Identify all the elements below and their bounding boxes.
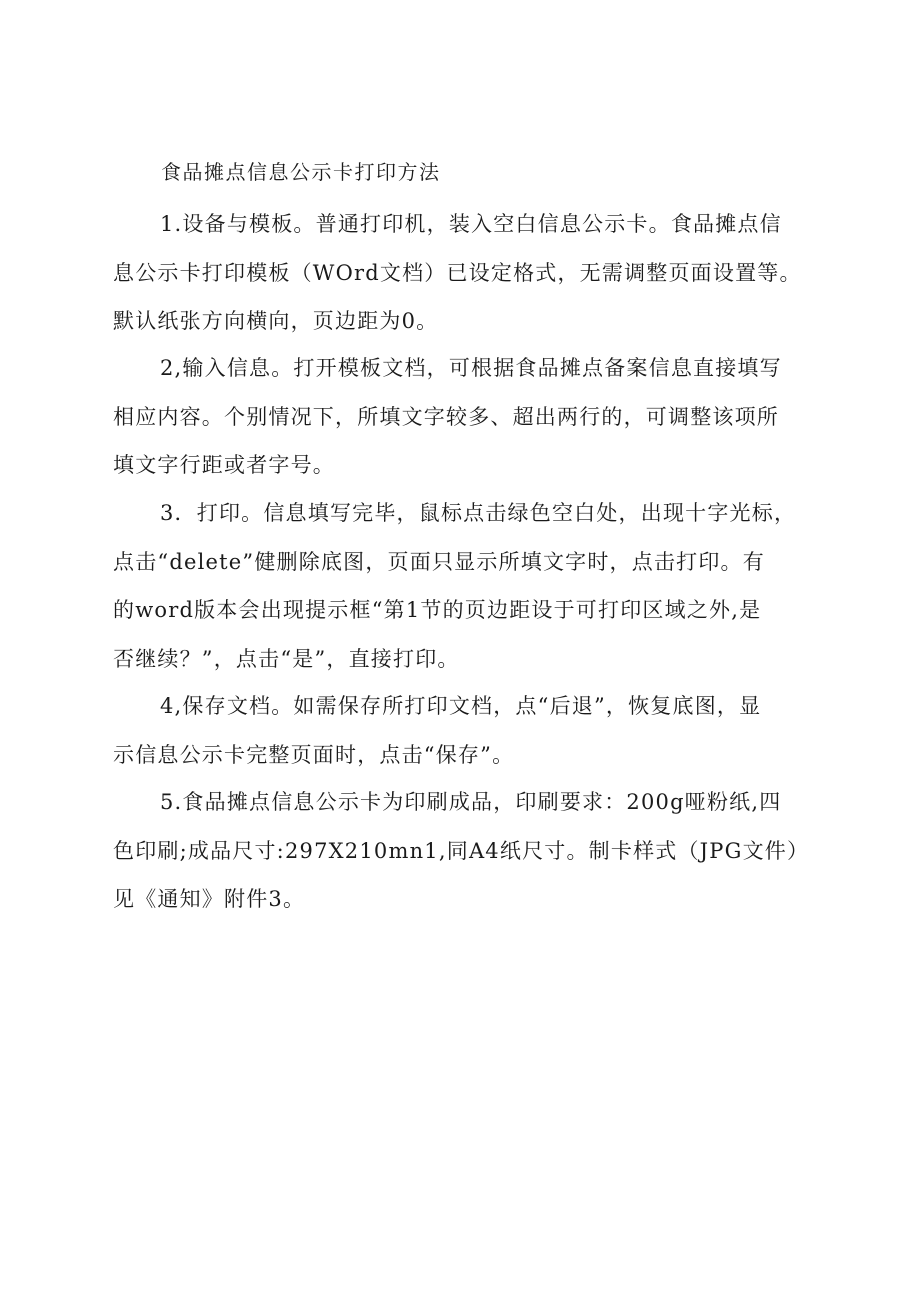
paragraph-line: 填文字行距或者字号。 [113, 453, 335, 477]
paragraph-line: 1.设备与模板。普通打印机，装入空白信息公示卡。食品摊点信 [160, 212, 782, 236]
paragraph-line: 默认纸张方向横向，页边距为0。 [113, 309, 439, 333]
paragraph-5 [113, 778, 809, 924]
paragraph-line: 点击“delete”健删除底图，页面只显示所填文字时，点击打印。有 [113, 549, 765, 574]
paragraph-3 [113, 489, 796, 683]
document-title: 食品摊点信息公示卡打印方法 [161, 160, 441, 184]
paragraph-line: 示信息公示卡完整页面时，点击“保存”。 [113, 742, 515, 767]
paragraph-line: 息公示卡打印模板（WOrd文档）已设定格式，无需调整页面设置等。 [113, 260, 802, 285]
paragraph-1 [113, 200, 802, 346]
paragraph-line: 4,保存文档。如需保存所打印文档，点“后退”，恢复底图，显 [160, 694, 762, 718]
paragraph-line: 的word版本会出现提示框“第1节的页边距设于可打印区域之外,是 [113, 598, 762, 622]
paragraph-2 [113, 344, 782, 490]
paragraph-line: 色印刷;成品尺寸:297X210mn1,同A4纸尺寸。制卡样式（JPG文件） [113, 838, 810, 863]
paragraph-4 [113, 682, 761, 779]
paragraph-line: 相应内容。个别情况下，所填文字较多、超出两行的，可调整该项所 [113, 404, 779, 429]
paragraph-line: 3．打印。信息填写完毕，鼠标点击绿色空白处，出现十字光标， [160, 501, 797, 525]
paragraph-line: 见《通知》附件3。 [113, 887, 306, 911]
paragraph-line: 5.食品摊点信息公示卡为印刷成品，印刷要求：200g哑粉纸,四 [160, 790, 782, 814]
paragraph-line: 2,输入信息。打开模板文档，可根据食品摊点备案信息直接填写 [160, 356, 782, 380]
paragraph-line: 否继续？”，点击“是”，直接打印。 [113, 646, 460, 671]
